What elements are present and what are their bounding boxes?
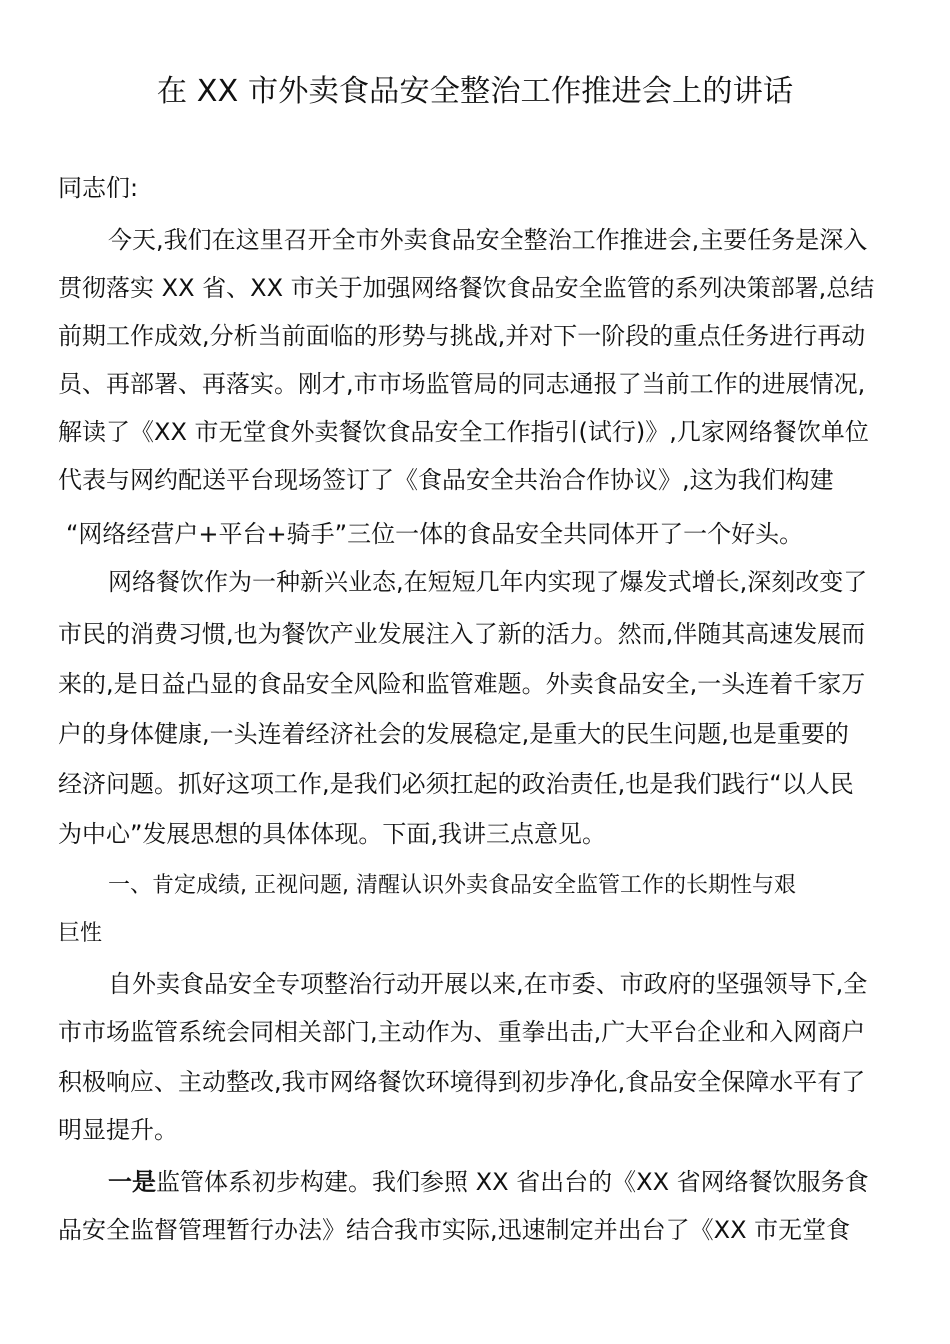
paragraph-2-line-2: 市民的消费习惯,也为餐饮产业发展注入了新的活力。然而,伴随其高速发展而 xyxy=(58,620,866,648)
paragraph-1-line-5: 解读了《XX 市无堂食外卖餐饮食品安全工作指引(试行)》,几家网络餐饮单位 xyxy=(58,418,869,446)
paragraph-2-line-3: 来的,是日益凸显的食品安全风险和监管难题。外卖食品安全,一头连着千家万 xyxy=(58,670,866,698)
document-title: 在 XX 市外卖食品安全整治工作推进会上的讲话 xyxy=(156,74,794,109)
paragraph-2-line-1: 网络餐饮作为一种新兴业态,在短短几年内实现了爆发式增长,深刻改变了 xyxy=(108,568,868,596)
section-heading-line-1: 一、肯定成绩, 正视问题, 清醒认识外卖食品安全监管工作的长期性与艰 xyxy=(108,873,796,898)
paragraph-4-line-1-text: 监管体系初步构建。我们参照 XX 省出台的《XX 省网络餐饮服务食 xyxy=(156,1168,869,1196)
paragraph-3-line-3: 积极响应、主动整改,我市网络餐饮环境得到初步净化,食品安全保障水平有了 xyxy=(58,1068,866,1096)
salutation: 同志们: xyxy=(58,174,139,202)
paragraph-1-line-4: 员、再部署、再落实。刚才,市市场监管局的同志通报了当前工作的进展情况, xyxy=(58,370,866,398)
paragraph-4-line-2: 品安全监督管理暂行办法》结合我市实际,迅速制定并出台了《XX 市无堂食 xyxy=(58,1216,851,1244)
paragraph-2-line-5: 经济问题。抓好这项工作,是我们必须扛起的政治责任,也是我们践行“以人民 xyxy=(58,770,854,798)
paragraph-3-line-1: 自外卖食品安全专项整治行动开展以来,在市委、市政府的坚强领导下,全 xyxy=(108,970,868,998)
bold-lead: 一是 xyxy=(108,1168,156,1196)
paragraph-1-line-3: 前期工作成效,分析当前面临的形势与挑战,并对下一阶段的重点任务进行再动 xyxy=(58,322,866,350)
paragraph-1-line-7: “网络经营户+平台+骑手”三位一体的食品安全共同体开了一个好头。 xyxy=(66,520,804,548)
paragraph-3-line-4: 明显提升。 xyxy=(58,1116,178,1144)
paragraph-2-line-6: 为中心”发展思想的具体体现。下面,我讲三点意见。 xyxy=(58,820,607,848)
paragraph-3-line-2: 市市场监管系统会同相关部门,主动作为、重拳出击,广大平台企业和入网商户 xyxy=(58,1018,866,1046)
paragraph-4-line-1 xyxy=(108,1166,869,1198)
paragraph-2-line-4: 户的身体健康,一头连着经济社会的发展稳定,是重大的民生问题,也是重要的 xyxy=(58,720,849,748)
section-heading-line-2: 巨性 xyxy=(58,921,103,946)
paragraph-1-line-6: 代表与网约配送平台现场签订了《食品安全共治合作协议》,这为我们构建 xyxy=(58,466,834,494)
paragraph-1-line-2: 贯彻落实 XX 省、XX 市关于加强网络餐饮食品安全监管的系列决策部署,总结 xyxy=(58,274,875,302)
paragraph-1-line-1: 今天,我们在这里召开全市外卖食品安全整治工作推进会,主要任务是深入 xyxy=(108,226,868,254)
